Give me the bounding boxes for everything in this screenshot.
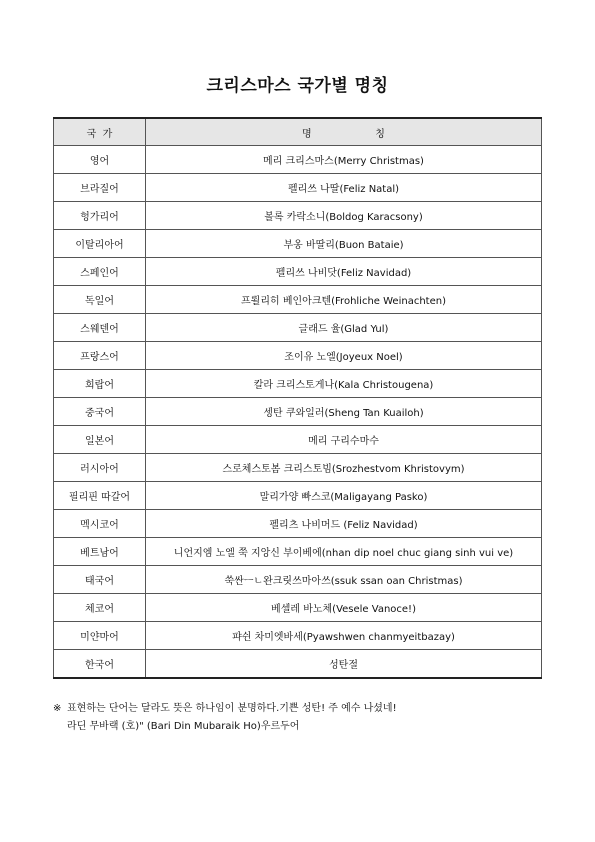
table-row [54,258,542,286]
footnote-line-1 [53,700,553,718]
footnote [53,700,553,736]
christmas-name-cell: 베셀레 바노체(Vesele Vanoce!) [146,594,542,622]
country-cell: 희랍어 [54,370,146,398]
table-row [54,286,542,314]
country-cell: 멕시코어 [54,510,146,538]
country-cell: 한국어 [54,650,146,679]
christmas-name-cell: 퍄쉰 차미엣바세(Pyawshwen chanmyeitbazay) [146,622,542,650]
table-row [54,426,542,454]
table-header-row [54,118,542,146]
christmas-name-cell: 셍탄 쿠와일러(Sheng Tan Kuailoh) [146,398,542,426]
christmas-name-cell: 성탄절 [329,660,358,671]
christmas-name-cell: 글래드 율(Glad Yul) [146,314,542,342]
table-row [54,398,542,426]
table-row [54,146,542,174]
country-cell: 체코어 [54,594,146,622]
table-row [54,482,542,510]
country-cell: 중국어 [54,398,146,426]
table-row [54,594,542,622]
table-row [54,510,542,538]
header-country: 국 가 [54,118,146,146]
country-cell: 이탈리아어 [54,230,146,258]
christmas-name-cell: 니언지엠 노엘 쭉 지앙신 부이베에(nhan dip noel chuc giang sinh vui ve) [146,538,542,566]
christmas-name-cell: 말리가양 빠스코(Maligayang Pasko) [146,482,542,510]
footnote-line-2 [53,718,553,736]
table-row [54,174,542,202]
country-cell: 러시아어 [54,454,146,482]
page-title: 크리스마스 국가별 명칭 [206,76,389,96]
table-row [54,622,542,650]
table-row [54,370,542,398]
country-cell: 헝가리어 [54,202,146,230]
christmas-name-cell: 메리 크리스마스(Merry Christmas) [146,146,542,174]
table-body [54,146,542,679]
christmas-name-cell: 쑥싼ㅡㄴ완크릿쓰마아쓰(ssuk ssan oan Christmas) [146,566,542,594]
christmas-name-cell: 볼록 카락소니(Boldog Karacsony) [146,202,542,230]
christmas-name-cell: 메리 구리수마수 [146,426,542,454]
country-cell: 베트남어 [54,538,146,566]
country-names-table [53,117,542,679]
reference-mark: ※ [53,703,62,714]
country-cell: 미얀마어 [54,622,146,650]
footnote-text-2: 라딘 무바랙 (호)" (Bari Din Mubaraik Ho)우르두어 [67,721,300,732]
country-cell: 프랑스어 [54,342,146,370]
christmas-name-cell: 칼라 크리스토게나(Kala Christougena) [146,370,542,398]
country-cell: 일본어 [54,426,146,454]
country-cell: 독일어 [54,286,146,314]
country-cell: 영어 [54,146,146,174]
christmas-name-cell: 펠리츠 나비머드 (Feliz Navidad) [146,510,542,538]
country-cell: 태국어 [54,566,146,594]
christmas-name-cell: 프뢸리히 베인아크텐(Frohliche Weinachten) [146,286,542,314]
country-cell: 필리핀 따갈어 [54,482,146,510]
christmas-name-cell: 조이유 노엘(Joyeux Noel) [146,342,542,370]
table-row [54,538,542,566]
country-cell: 스페인어 [54,258,146,286]
table-row [54,314,542,342]
christmas-name-cell: 펠리쓰 나비닷(Feliz Navidad) [146,258,542,286]
table-row [54,650,542,679]
christmas-name-cell: 스로체스토봄 크리스토빔(Srozhestvom Khristovym) [146,454,542,482]
header-name: 명 칭 [146,118,542,146]
christmas-name-cell: 펠리쓰 나딸(Feliz Natal) [146,174,542,202]
table-row [54,202,542,230]
country-cell: 브라질어 [54,174,146,202]
footnote-text-1: 표현하는 단어는 달라도 뜻은 하나임이 분명하다.기쁜 성탄! 주 예수 나셨네! [67,703,397,714]
table-row [54,342,542,370]
table-row [54,230,542,258]
table-row [54,566,542,594]
christmas-name-cell: 부옹 바딸리(Buon Bataie) [146,230,542,258]
country-cell: 스웨덴어 [54,314,146,342]
table-row [54,454,542,482]
